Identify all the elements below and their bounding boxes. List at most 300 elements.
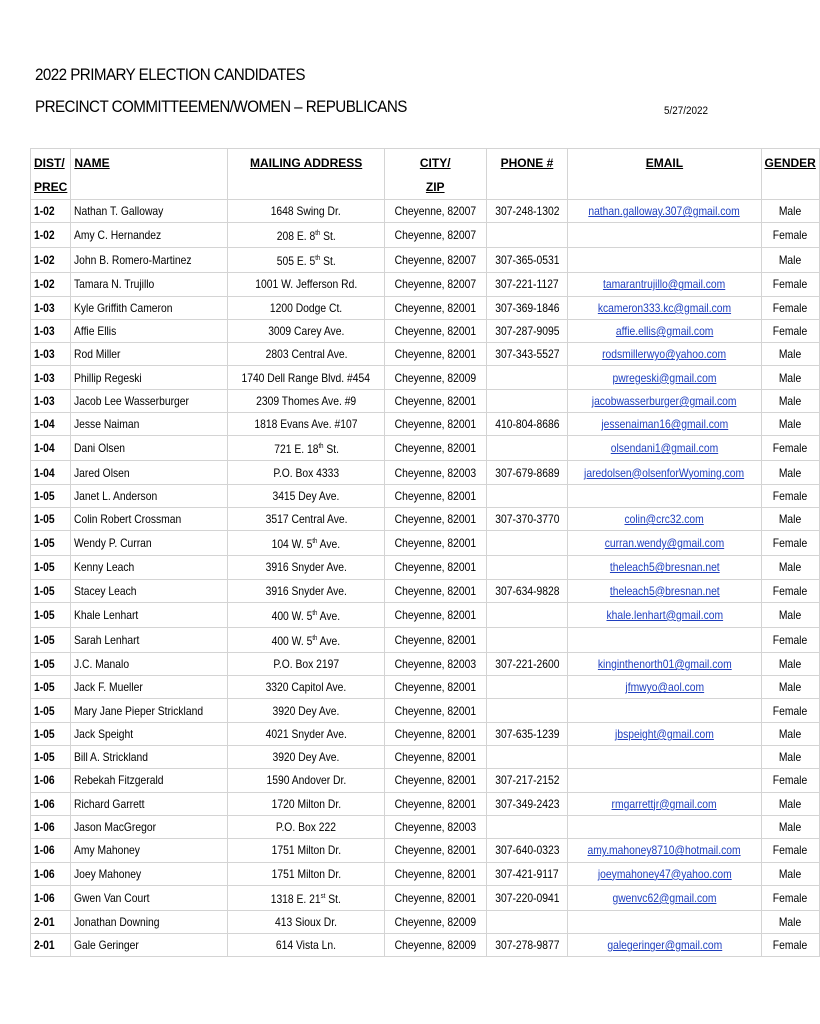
cell-mailing-address	[228, 676, 384, 699]
cell-phone	[486, 319, 568, 342]
cell-phone	[486, 815, 568, 838]
column-header-name-label: NAME	[74, 156, 110, 170]
cell-phone	[486, 531, 568, 556]
cell-name	[71, 602, 228, 627]
cell-gender	[761, 862, 819, 885]
cell-city-zip-text: Cheyenne, 82001	[394, 583, 476, 598]
cell-dist-prec	[31, 652, 71, 675]
cell-gender	[761, 769, 819, 792]
cell-dist-prec	[31, 602, 71, 627]
cell-gender-text: Female	[772, 441, 808, 456]
cell-gender	[761, 296, 819, 319]
cell-mailing-address-text: 3415 Dey Ave.	[272, 488, 340, 503]
email-link[interactable]: kcameron333.kc@gmail.com	[597, 300, 732, 315]
cell-phone	[486, 223, 568, 248]
table-row	[31, 652, 820, 675]
cell-city-zip	[384, 934, 486, 957]
cell-mailing-address	[228, 531, 384, 556]
cell-mailing-address	[228, 507, 384, 530]
cell-phone-text: 307-640-0323	[494, 843, 560, 858]
cell-phone	[486, 769, 568, 792]
cell-name-text: Gwen Van Court	[74, 890, 150, 905]
cell-gender-text: Female	[772, 938, 808, 953]
cell-dist-prec-text: 2-01	[34, 938, 55, 953]
email-link[interactable]: pwregeski@gmail.com	[612, 370, 717, 385]
cell-city-zip-text: Cheyenne, 82001	[394, 536, 476, 551]
cell-mailing-address-text: 413 Sioux Dr.	[275, 914, 338, 929]
cell-gender	[761, 531, 819, 556]
cell-phone	[486, 676, 568, 699]
cell-city-zip	[384, 839, 486, 862]
cell-name	[71, 484, 228, 507]
cell-city-zip	[384, 627, 486, 652]
cell-gender-text: Male	[778, 680, 802, 695]
cell-city-zip-text: Cheyenne, 82007	[394, 253, 476, 268]
cell-city-zip-text: Cheyenne, 82001	[394, 773, 476, 788]
column-header-name	[71, 149, 228, 200]
cell-phone	[486, 366, 568, 389]
cell-city-zip	[384, 389, 486, 412]
cell-gender	[761, 792, 819, 815]
cell-phone	[486, 413, 568, 436]
email-link[interactable]: jfmwyo@aol.com	[625, 680, 704, 695]
cell-gender	[761, 273, 819, 296]
cell-city-zip-text: Cheyenne, 82001	[394, 393, 476, 408]
cell-mailing-address	[228, 273, 384, 296]
cell-phone	[486, 746, 568, 769]
cell-city-zip-text: Cheyenne, 82001	[394, 726, 476, 741]
cell-phone	[486, 461, 568, 484]
cell-mailing-address-text: P.O. Box 2197	[273, 657, 340, 671]
cell-dist-prec	[31, 461, 71, 484]
cell-name	[71, 862, 228, 885]
cell-gender-text: Female	[772, 277, 808, 292]
cell-gender-text: Male	[778, 657, 802, 671]
email-link[interactable]: galegeringer@gmail.com	[606, 938, 722, 953]
cell-dist-prec-text: 1-06	[34, 796, 55, 811]
cell-mailing-address	[228, 389, 384, 412]
column-header-city-line1: CITY/	[419, 156, 451, 170]
cell-name-text: Kenny Leach	[74, 560, 135, 575]
cell-dist-prec	[31, 223, 71, 248]
table-row	[31, 556, 820, 579]
cell-city-zip-text: Cheyenne, 82001	[394, 843, 476, 858]
cell-dist-prec-text: 1-06	[34, 773, 55, 788]
cell-dist-prec-text: 1-05	[34, 632, 55, 647]
cell-mailing-address-text: 1751 Milton Dr.	[271, 843, 341, 858]
cell-name	[71, 815, 228, 838]
cell-name	[71, 366, 228, 389]
cell-gender-text: Female	[772, 324, 808, 339]
cell-dist-prec	[31, 885, 71, 910]
column-header-phone	[486, 149, 568, 200]
cell-name-text: Khale Lenhart	[74, 607, 139, 622]
cell-email	[568, 910, 761, 933]
cell-gender	[761, 910, 819, 933]
cell-mailing-address	[228, 413, 384, 436]
cell-mailing-address	[228, 792, 384, 815]
cell-name-text: Janet L. Anderson	[74, 488, 158, 503]
table-row	[31, 722, 820, 745]
cell-city-zip-text: Cheyenne, 82001	[394, 441, 476, 456]
email-link[interactable]: olsendani1@gmail.com	[610, 441, 719, 456]
cell-phone	[486, 699, 568, 722]
cell-gender-text: Male	[778, 393, 802, 408]
cell-city-zip	[384, 579, 486, 602]
email-link[interactable]: rmgarrettjr@gmail.com	[611, 796, 717, 811]
cell-name-text: Jack F. Mueller	[74, 680, 144, 695]
cell-mailing-address-text: 3517 Central Ave.	[265, 512, 348, 527]
cell-gender	[761, 343, 819, 366]
table-row	[31, 389, 820, 412]
cell-mailing-address	[228, 579, 384, 602]
cell-name-text: Dani Olsen	[74, 441, 126, 456]
cell-dist-prec	[31, 319, 71, 342]
cell-name-text: Kyle Griffith Cameron	[74, 300, 173, 315]
table-row	[31, 769, 820, 792]
cell-phone	[486, 722, 568, 745]
cell-mailing-address-text: 1720 Milton Dr.	[271, 796, 341, 811]
cell-phone	[486, 602, 568, 627]
cell-dist-prec-text: 1-03	[34, 300, 55, 315]
email-link[interactable]: jaredolsen@olsenforWyoming.com	[584, 465, 745, 480]
cell-name-text: Wendy P. Curran	[74, 536, 152, 551]
cell-name-text: Amy C. Hernandez	[74, 228, 162, 243]
cell-gender	[761, 319, 819, 342]
table-row	[31, 366, 820, 389]
email-link[interactable]: affie.ellis@gmail.com	[615, 324, 714, 339]
table-row	[31, 839, 820, 862]
cell-mailing-address-text: 3009 Carey Ave.	[268, 324, 345, 339]
cell-dist-prec	[31, 676, 71, 699]
cell-mailing-address	[228, 319, 384, 342]
cell-gender	[761, 722, 819, 745]
cell-city-zip-text: Cheyenne, 82001	[394, 796, 476, 811]
cell-phone-text: 307-343-5527	[494, 347, 560, 362]
cell-city-zip-text: Cheyenne, 82001	[394, 560, 476, 575]
table-row	[31, 200, 820, 223]
table-row	[31, 223, 820, 248]
cell-gender-text: Female	[772, 300, 808, 315]
cell-city-zip-text: Cheyenne, 82001	[394, 417, 476, 432]
cell-email	[568, 862, 761, 885]
cell-dist-prec	[31, 792, 71, 815]
cell-city-zip	[384, 366, 486, 389]
cell-dist-prec-text: 1-05	[34, 488, 55, 503]
cell-phone	[486, 934, 568, 957]
cell-gender	[761, 366, 819, 389]
cell-mailing-address	[228, 910, 384, 933]
cell-phone-text: 307-221-1127	[495, 277, 559, 292]
cell-email	[568, 746, 761, 769]
cell-dist-prec	[31, 722, 71, 745]
cell-gender-text: Male	[778, 607, 802, 622]
cell-name	[71, 223, 228, 248]
cell-phone-text: 410-804-8686	[494, 417, 560, 432]
cell-mailing-address	[228, 223, 384, 248]
column-header-dist-line2: PREC	[34, 180, 68, 194]
column-header-phone-label: PHONE #	[500, 156, 554, 170]
cell-mailing-address-text: 104 W. 5th Ave.	[271, 537, 341, 552]
table-row	[31, 461, 820, 484]
cell-mailing-address	[228, 699, 384, 722]
cell-mailing-address-text: 1648 Swing Dr.	[271, 204, 342, 219]
cell-dist-prec	[31, 556, 71, 579]
email-link[interactable]: curran.wendy@gmail.com	[604, 536, 725, 551]
cell-phone	[486, 839, 568, 862]
cell-phone	[486, 862, 568, 885]
cell-name-text: Gale Geringer	[74, 938, 140, 953]
cell-name	[71, 676, 228, 699]
cell-dist-prec-text: 1-05	[34, 726, 55, 741]
table-row	[31, 296, 820, 319]
cell-gender-text: Male	[778, 796, 802, 811]
cell-name	[71, 273, 228, 296]
cell-email	[568, 556, 761, 579]
cell-mailing-address-text: 1740 Dell Range Blvd. #454	[241, 370, 371, 385]
cell-name	[71, 507, 228, 530]
cell-name-text: Jacob Lee Wasserburger	[74, 393, 190, 408]
cell-phone	[486, 273, 568, 296]
cell-gender-text: Male	[778, 512, 802, 527]
cell-name	[71, 885, 228, 910]
cell-city-zip	[384, 602, 486, 627]
cell-dist-prec-text: 1-04	[34, 417, 55, 432]
table-row	[31, 676, 820, 699]
cell-mailing-address-text: 1751 Milton Dr.	[271, 866, 341, 881]
cell-gender	[761, 885, 819, 910]
cell-name-text: Sarah Lenhart	[74, 632, 140, 647]
cell-dist-prec-text: 1-04	[34, 441, 55, 456]
cell-mailing-address	[228, 746, 384, 769]
cell-name	[71, 200, 228, 223]
cell-gender-text: Female	[772, 773, 808, 788]
cell-email	[568, 652, 761, 675]
cell-mailing-address-text: 2309 Thomes Ave. #9	[256, 393, 357, 408]
cell-gender	[761, 436, 819, 461]
cell-mailing-address-text: 1590 Andover Dr.	[266, 773, 347, 788]
cell-city-zip-text: Cheyenne, 82001	[394, 890, 476, 905]
email-link[interactable]: jacobwasserburger@gmail.com	[592, 393, 737, 408]
cell-name-text: Joey Mahoney	[74, 866, 142, 881]
cell-mailing-address-text: 1318 E. 21st St.	[271, 891, 342, 906]
cell-gender-text: Female	[772, 583, 808, 598]
cell-gender	[761, 484, 819, 507]
cell-dist-prec-text: 1-06	[34, 820, 55, 835]
email-link[interactable]: joeymahoney47@yahoo.com	[597, 866, 732, 881]
cell-city-zip	[384, 248, 486, 273]
cell-email	[568, 676, 761, 699]
cell-name-text: Phillip Regeski	[74, 370, 143, 385]
cell-name-text: Mary Jane Pieper Strickland	[74, 703, 204, 718]
cell-dist-prec-text: 1-03	[34, 324, 55, 339]
cell-name	[71, 839, 228, 862]
cell-dist-prec-text: 1-05	[34, 512, 55, 527]
cell-name	[71, 531, 228, 556]
cell-email	[568, 792, 761, 815]
cell-mailing-address	[228, 343, 384, 366]
cell-email	[568, 769, 761, 792]
cell-gender-text: Male	[778, 560, 802, 575]
cell-gender-text: Male	[778, 370, 802, 385]
cell-mailing-address	[228, 366, 384, 389]
email-link[interactable]: nathan.galloway.307@gmail.com	[588, 204, 741, 219]
cell-mailing-address-text: 2803 Central Ave.	[265, 347, 348, 362]
cell-mailing-address-text: 4021 Snyder Ave.	[265, 726, 347, 741]
cell-gender-text: Female	[772, 228, 808, 243]
cell-mailing-address	[228, 815, 384, 838]
cell-mailing-address	[228, 556, 384, 579]
table-row	[31, 319, 820, 342]
cell-email	[568, 699, 761, 722]
cell-mailing-address-text: 3920 Dey Ave.	[272, 750, 340, 765]
cell-mailing-address	[228, 627, 384, 652]
cell-phone	[486, 248, 568, 273]
email-link[interactable]: jbspeight@gmail.com	[615, 726, 714, 741]
column-header-email	[568, 149, 761, 200]
cell-dist-prec-text: 1-05	[34, 680, 55, 695]
cell-phone	[486, 910, 568, 933]
cell-dist-prec	[31, 507, 71, 530]
cell-name-text: Tamara N. Trujillo	[74, 277, 155, 292]
cell-dist-prec-text: 1-06	[34, 890, 55, 905]
cell-dist-prec-text: 2-01	[34, 914, 55, 929]
cell-gender	[761, 746, 819, 769]
column-header-address	[228, 149, 384, 200]
cell-gender	[761, 699, 819, 722]
cell-name	[71, 413, 228, 436]
cell-name-text: J.C. Manalo	[74, 657, 130, 671]
document-date: 5/27/2022	[664, 105, 709, 117]
cell-email	[568, 436, 761, 461]
cell-city-zip-text: Cheyenne, 82003	[394, 465, 476, 480]
cell-gender	[761, 556, 819, 579]
cell-gender	[761, 676, 819, 699]
cell-gender	[761, 627, 819, 652]
cell-city-zip-text: Cheyenne, 82001	[394, 680, 476, 695]
cell-dist-prec	[31, 296, 71, 319]
cell-name	[71, 343, 228, 366]
cell-city-zip-text: Cheyenne, 82003	[394, 657, 476, 671]
cell-city-zip-text: Cheyenne, 82001	[394, 300, 476, 315]
cell-dist-prec	[31, 579, 71, 602]
cell-phone-text: 307-370-3770	[494, 512, 560, 527]
cell-dist-prec	[31, 343, 71, 366]
email-link[interactable]: theleach5@bresnan.net	[609, 583, 720, 598]
cell-name	[71, 436, 228, 461]
cell-city-zip-text: Cheyenne, 82001	[394, 703, 476, 718]
cell-mailing-address	[228, 722, 384, 745]
cell-email	[568, 366, 761, 389]
email-link[interactable]: gwenvc62@gmail.com	[612, 890, 717, 905]
email-link[interactable]: colin@crc32.com	[624, 512, 705, 527]
cell-phone	[486, 556, 568, 579]
cell-mailing-address-text: 505 E. 5th St.	[276, 254, 336, 269]
table-body	[31, 200, 820, 957]
cell-name	[71, 722, 228, 745]
cell-name-text: Bill A. Strickland	[74, 750, 149, 765]
cell-city-zip	[384, 862, 486, 885]
cell-phone	[486, 885, 568, 910]
email-link[interactable]: rodsmillerwyo@yahoo.com	[602, 347, 727, 362]
column-header-city-zip	[384, 149, 486, 200]
cell-phone	[486, 343, 568, 366]
cell-name-text: Stacey Leach	[74, 583, 137, 598]
cell-phone	[486, 627, 568, 652]
cell-mailing-address	[228, 461, 384, 484]
cell-name-text: Jason MacGregor	[74, 820, 157, 835]
cell-dist-prec	[31, 627, 71, 652]
table-row	[31, 746, 820, 769]
email-link[interactable]: theleach5@bresnan.net	[609, 560, 720, 575]
cell-dist-prec	[31, 273, 71, 296]
cell-gender-text: Male	[778, 914, 802, 929]
table-row	[31, 248, 820, 273]
cell-dist-prec-text: 1-02	[34, 228, 55, 243]
cell-city-zip-text: Cheyenne, 82007	[394, 228, 476, 243]
cell-mailing-address	[228, 248, 384, 273]
cell-dist-prec-text: 1-02	[34, 253, 55, 268]
cell-mailing-address-text: 3320 Capitol Ave.	[265, 680, 347, 695]
cell-dist-prec	[31, 699, 71, 722]
cell-email	[568, 627, 761, 652]
cell-mailing-address	[228, 769, 384, 792]
cell-gender-text: Female	[772, 703, 808, 718]
table-row	[31, 436, 820, 461]
cell-email	[568, 273, 761, 296]
cell-phone-text: 307-221-2600	[494, 657, 560, 671]
cell-phone	[486, 579, 568, 602]
cell-dist-prec	[31, 839, 71, 862]
cell-name	[71, 461, 228, 484]
email-link[interactable]: tamarantrujillo@gmail.com	[603, 277, 726, 292]
cell-dist-prec-text: 1-05	[34, 560, 55, 575]
cell-dist-prec	[31, 815, 71, 838]
table-row	[31, 627, 820, 652]
cell-gender-text: Male	[778, 465, 802, 480]
cell-gender	[761, 507, 819, 530]
cell-email	[568, 531, 761, 556]
cell-name	[71, 627, 228, 652]
cell-dist-prec	[31, 910, 71, 933]
cell-city-zip	[384, 815, 486, 838]
email-link[interactable]: khale.lenhart@gmail.com	[606, 607, 723, 622]
cell-mailing-address	[228, 862, 384, 885]
cell-phone-text: 307-365-0531	[494, 253, 560, 268]
cell-dist-prec-text: 1-03	[34, 347, 55, 362]
email-link[interactable]: jessenaiman16@gmail.com	[600, 417, 728, 432]
cell-dist-prec-text: 1-06	[34, 843, 55, 858]
cell-mailing-address-text: 614 Vista Ln.	[276, 938, 337, 953]
cell-phone-text: 307-349-2423	[494, 796, 560, 811]
column-header-gender	[761, 149, 819, 200]
cell-dist-prec	[31, 366, 71, 389]
cell-gender	[761, 461, 819, 484]
cell-gender	[761, 602, 819, 627]
email-link[interactable]: kinginthenorth01@gmail.com	[597, 657, 732, 671]
cell-name	[71, 910, 228, 933]
cell-name	[71, 792, 228, 815]
cell-city-zip	[384, 319, 486, 342]
table-row	[31, 484, 820, 507]
cell-gender-text: Female	[772, 890, 808, 905]
cell-city-zip	[384, 769, 486, 792]
cell-email	[568, 389, 761, 412]
table-row	[31, 815, 820, 838]
table-row	[31, 343, 820, 366]
cell-mailing-address-text: P.O. Box 4333	[273, 465, 340, 480]
email-link[interactable]: amy.mahoney8710@hotmail.com	[587, 843, 741, 858]
